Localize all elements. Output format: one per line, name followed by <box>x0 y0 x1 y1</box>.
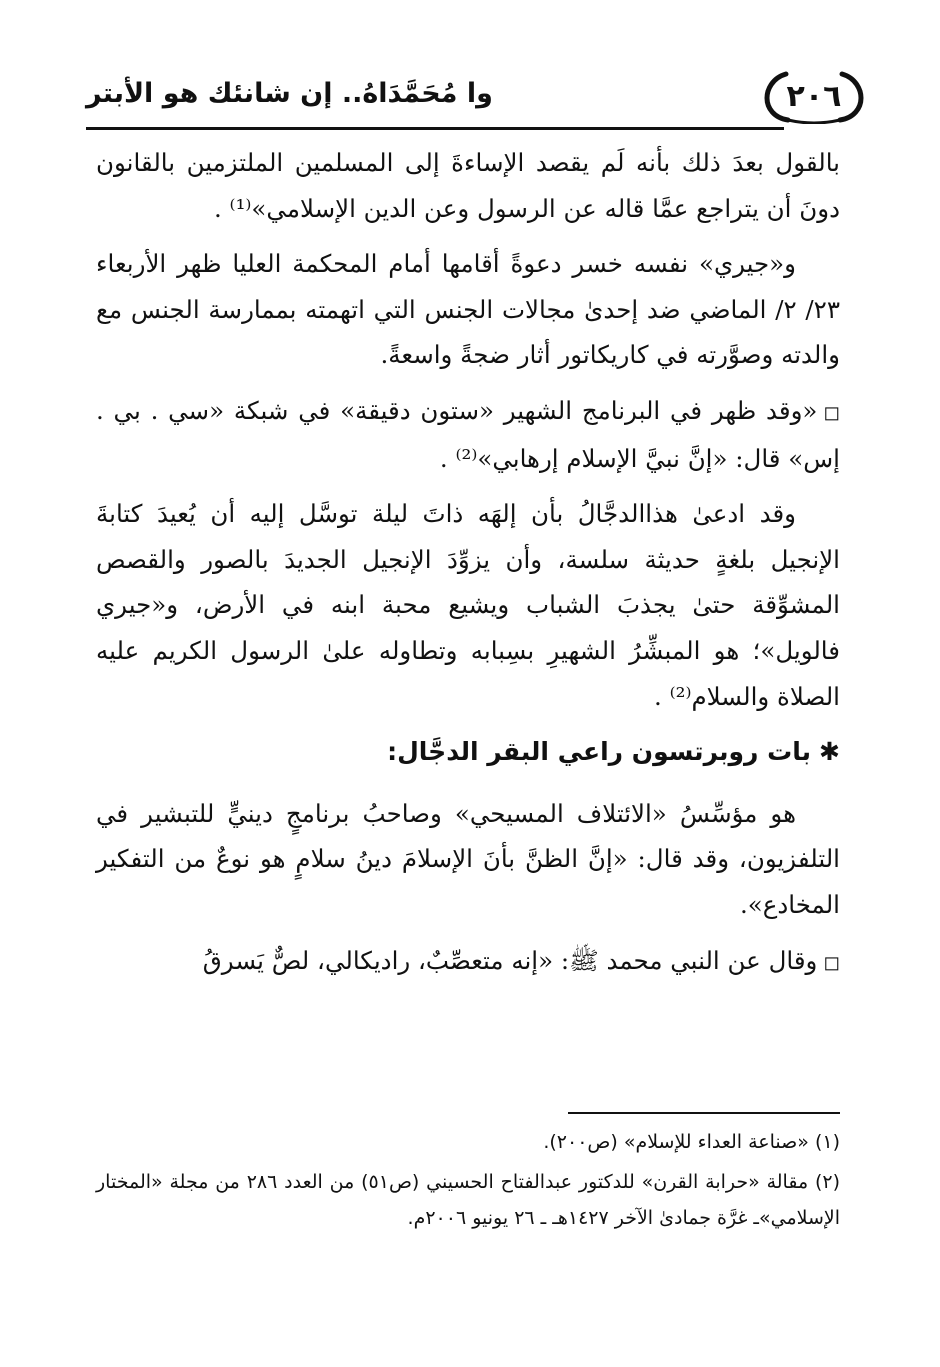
paragraph-robertson: هو مؤسِّسُ «الائتلاف المسيحي» وصاحبُ برنامجٍ دينيٍّ للتبشير في التلفزيون، وقد قال: «إنَّ الظنَّ بأنَ الإسلامَ دينُ سلامٍ هو نوعٌ من التفكير المخادع». <box>96 798 840 919</box>
page-number-badge <box>764 68 864 124</box>
paragraph-sixty-minutes <box>96 388 840 481</box>
footnotes <box>96 1124 840 1240</box>
square-bullet-icon: ◻ <box>823 399 840 424</box>
asterisk-icon: ✱ <box>819 737 840 767</box>
main-text <box>96 140 840 995</box>
section-heading-text: بات روبرتسون راعي البقر الدجَّال: <box>387 737 812 767</box>
square-bullet-icon: ◻ <box>823 949 840 974</box>
footnote-2: (٢) مقالة «حرابة القرن» للدكتور عبدالفتاح الحسيني (ص٥١) من العدد ٢٨٦ من مجلة «المختار الإسلامي»ـ غرَّة جمادىٰ الآخر ١٤٢٧هـ ـ ٢٦ يونيو ٢٠٠٦م. <box>96 1171 841 1229</box>
paragraph-falwell: وقد ادعىٰ هذاالدجَّالُ بأن إلهَه ذاتَ ليلة توسَّل إليه أن يُعيدَ كتابةَ الإنجيل بلغةٍ حديثة سلسة، وأن يزوِّدَ الإنجيل الجديدَ بالصور والقصص المشوِّقة حتىٰ يجذبَ الشباب ويشيع محبة ابنه في الأرض، و«جيري فالويل»؛ هو المبشِّرُ الشهيرِ بسِبابه وتطاوله علىٰ الرسول الكريم عليه الصلاة والسلام⁽²⁾ . <box>96 499 840 711</box>
running-title: وا مُحَمَّدَاهُ.. إن شانئك هو الأبتر <box>86 78 493 109</box>
page-number: ٢٠٦ <box>786 78 842 114</box>
paragraph-jerry-lawsuit: و«جيري» نفسه خسر دعوةً أقامها أمام المحكمة العليا ظهر الأربعاء ٢٣/ ٢/ الماضي ضد إحدىٰ مجالات الجنس التي اتهمته بممارسة الجنس مع والدته وصوَّرته في كاريكاتور أثار ضجةً واسعةً. <box>96 249 840 370</box>
footnote-divider <box>568 1112 840 1114</box>
page-header <box>86 64 864 130</box>
header-divider <box>86 127 784 130</box>
footnote-1: (١) «صناعة العداء للإسلام» (ص٢٠٠). <box>543 1131 840 1153</box>
paragraph-continuation: بالقول بعدَ ذلك بأنه لَم يقصد الإساءةَ إلى المسلمين الملتزمين بالقانون دونَ أن يتراجع عمَّا قاله عن الرسول وعن الدين الإسلامي»⁽¹⁾ . <box>96 148 840 223</box>
section-heading <box>96 729 840 775</box>
paragraph-robertson-quote <box>96 938 840 986</box>
paragraph-robertson-quote-text: وقال عن النبي محمد ﷺ: «إنه متعصِّبٌ، راديكالي، لصٌّ يَسرقُ <box>202 945 818 975</box>
paragraph-sixty-minutes-text: «وقد ظهر في البرنامج الشهير «ستون دقيقة» في شبكة «سي . بي . إس» قال: «إنَّ نبيَّ الإسلام إرهابي»⁽²⁾ . <box>96 395 840 473</box>
